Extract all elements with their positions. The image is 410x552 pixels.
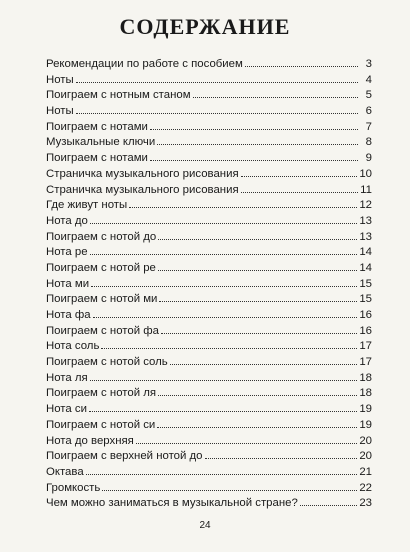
toc-entry	[46, 402, 372, 418]
toc-entry	[46, 339, 372, 355]
toc-entry-title: Нота до верхняя	[46, 434, 134, 447]
toc-entry-title: Нота ре	[46, 246, 88, 259]
toc-entry-page: 18	[359, 387, 372, 400]
toc-entry	[46, 355, 372, 371]
toc-entry-page: 13	[359, 230, 372, 243]
toc-entry-page: 10	[359, 167, 372, 180]
toc-entry-page: 15	[359, 293, 372, 306]
dot-leader	[157, 144, 358, 145]
toc-entry-title: Нота до	[46, 214, 88, 227]
toc-entry-title: Чем можно заниматься в музыкальной стране?	[46, 497, 298, 510]
toc-entry-title: Страничка музыкального рисования	[46, 183, 239, 196]
toc-entry-page: 18	[359, 371, 372, 384]
toc-entry	[46, 434, 372, 450]
toc-entry	[46, 261, 372, 277]
toc-entry	[46, 371, 372, 387]
dot-leader	[158, 239, 357, 240]
toc-entry-title: Поиграем с нотой ля	[46, 387, 157, 400]
toc-entry	[46, 135, 372, 151]
toc-entry-page: 13	[359, 214, 372, 227]
toc-entry	[46, 277, 372, 293]
toc-entry	[46, 198, 372, 214]
dot-leader	[86, 474, 358, 475]
toc-entry-page: 20	[359, 450, 372, 463]
toc-entry	[46, 104, 372, 120]
dot-leader	[161, 333, 357, 334]
toc-entry-title: Поиграем с нотой соль	[46, 356, 168, 369]
toc-entry-title: Поиграем с верхней нотой до	[46, 450, 203, 463]
toc-entry-page: 4	[365, 73, 372, 86]
dot-leader	[93, 317, 358, 318]
toc-entry-page: 14	[359, 261, 372, 274]
toc-entry-title: Где живут ноты	[46, 199, 128, 212]
toc-entry-page: 22	[359, 481, 372, 494]
dot-leader	[159, 301, 357, 302]
toc-entry	[46, 245, 372, 261]
toc-entry-title: Музыкальные ключи	[46, 136, 156, 149]
dot-leader	[241, 176, 358, 177]
table-of-contents	[46, 57, 372, 512]
dot-leader	[158, 395, 357, 396]
toc-entry-title: Поиграем с нотами	[46, 152, 148, 165]
dot-leader	[91, 286, 357, 287]
page-number: 24	[199, 520, 211, 531]
toc-entry-page: 9	[365, 152, 372, 165]
toc-entry-title: Нота ми	[46, 277, 90, 290]
toc-entry-page: 16	[359, 309, 372, 321]
dot-leader	[150, 160, 358, 161]
toc-entry-page: 11	[360, 183, 372, 196]
toc-entry-title: Поиграем с нотами	[46, 120, 148, 133]
dot-leader	[241, 192, 358, 193]
toc-entry-page: 6	[365, 105, 372, 118]
dot-leader	[76, 113, 358, 114]
toc-entry-page: 21	[359, 465, 372, 478]
toc-entry	[46, 465, 372, 481]
dot-leader	[205, 458, 358, 459]
toc-entry-page: 8	[365, 136, 372, 149]
toc-entry-title: Нота ля	[46, 371, 88, 384]
toc-entry-page: 23	[359, 497, 372, 510]
toc-entry	[46, 496, 372, 512]
toc-entry	[46, 481, 372, 497]
toc-entry-title: Ноты	[46, 73, 74, 86]
toc-entry-page: 19	[359, 403, 372, 416]
toc-entry-title: Октава	[46, 465, 84, 478]
toc-entry	[46, 418, 372, 434]
toc-entry-title: Поиграем с нотой ми	[46, 293, 158, 306]
toc-entry-title: Нота фа	[46, 309, 91, 321]
toc-entry	[46, 88, 372, 104]
toc-entry-page: 12	[359, 199, 372, 212]
toc-entry-title: Поиграем с нотным станом	[46, 89, 191, 102]
toc-entry-title: Поиграем с нотой си	[46, 418, 156, 431]
dot-leader	[157, 427, 357, 428]
toc-entry	[46, 214, 372, 230]
toc-entry	[46, 183, 372, 199]
toc-entry	[46, 449, 372, 465]
toc-entry-title: Поиграем с нотой до	[46, 230, 157, 243]
toc-entry	[46, 120, 372, 136]
toc-entry-page: 17	[359, 340, 372, 353]
toc-entry-title: Рекомендации по работе с пособием	[46, 58, 243, 70]
toc-entry	[46, 324, 372, 340]
dot-leader	[170, 364, 358, 365]
toc-entry-page: 7	[365, 120, 372, 133]
toc-entry	[46, 230, 372, 246]
page-title: СОДЕРЖАНИЕ	[119, 14, 291, 39]
dot-leader	[102, 490, 357, 491]
dot-leader	[245, 66, 358, 67]
toc-entry-page: 17	[359, 356, 372, 369]
toc-entry-title: Поиграем с нотой фа	[46, 324, 159, 337]
toc-entry-page: 20	[359, 434, 372, 447]
toc-entry-title: Ноты	[46, 105, 74, 118]
toc-entry-page: 5	[365, 89, 372, 102]
toc-entry	[46, 308, 372, 324]
dot-leader	[129, 207, 357, 208]
toc-entry	[46, 292, 372, 308]
toc-entry	[46, 151, 372, 167]
dot-leader	[158, 270, 357, 271]
dot-leader	[90, 380, 358, 381]
dot-leader	[90, 223, 357, 224]
toc-entry	[46, 73, 372, 89]
dot-leader	[101, 348, 357, 349]
dot-leader	[76, 82, 358, 83]
toc-entry-title: Страничка музыкального рисования	[46, 167, 239, 180]
toc-entry	[46, 167, 372, 183]
toc-entry-page: 14	[359, 246, 372, 259]
toc-entry-title: Нота си	[46, 403, 87, 416]
dot-leader	[89, 411, 357, 412]
toc-entry-title: Нота соль	[46, 340, 100, 353]
dot-leader	[90, 254, 358, 255]
dot-leader	[193, 97, 358, 98]
toc-entry-page: 15	[359, 277, 372, 290]
toc-entry-title: Поиграем с нотой ре	[46, 261, 156, 274]
dot-leader	[150, 129, 358, 130]
toc-entry-page: 16	[359, 324, 372, 337]
dot-leader	[136, 443, 357, 444]
toc-entry-page: 19	[359, 418, 372, 431]
toc-entry	[46, 57, 372, 73]
toc-entry-title: Громкость	[46, 481, 101, 494]
toc-entry	[46, 386, 372, 402]
toc-entry-page: 3	[365, 58, 372, 70]
dot-leader	[300, 505, 358, 506]
